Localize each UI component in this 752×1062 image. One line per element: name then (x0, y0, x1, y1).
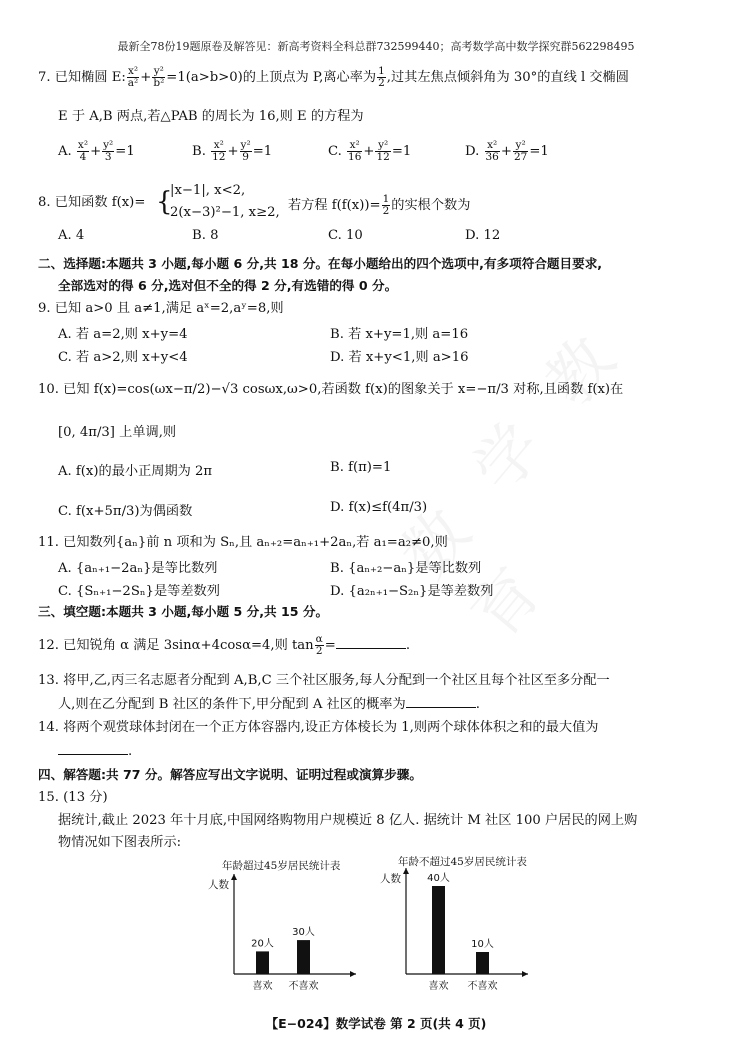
q10-option-a: A. f(x)的最小正周期为 2π (58, 464, 213, 479)
page-footer: 【E−024】数学试卷 第 2 页(共 4 页) (265, 1016, 487, 1031)
chart-1-title: 年龄超过45岁居民统计表 (222, 860, 341, 872)
question-9-stem: 9. 已知 a>0 且 a≠1,满足 aˣ=2,aʸ=8,则 (38, 301, 284, 316)
section-3-heading: 三、填空题:本题共 3 小题,每小题 5 分,共 15 分。 (38, 604, 329, 619)
question-15-line-1: 据统计,截止 2023 年十月底,中国网络购物用户规模近 8 亿人. 据统计 M 社区 100 户居民的网上购 (58, 813, 638, 828)
question-7-line-2: E 于 A,B 两点,若△PAB 的周长为 16,则 E 的方程为 (58, 109, 364, 124)
chart-2-title: 年龄不超过45岁居民统计表 (398, 856, 527, 868)
section-2-heading-cont: 全部选对的得 6 分,选对但不全的得 2 分,有选错的得 0 分。 (58, 278, 398, 293)
q10-option-c: C. f(x+5π/3)为偶函数 (58, 504, 193, 519)
q10-option-d: D. f(x)≤f(4π/3) (330, 500, 428, 515)
q7-option-d: D. $\frac{\text{x²}}{36}$ + $\frac{\text{y²}}{27}$ =1 (465, 139, 549, 163)
y-axis-arrow (231, 874, 237, 880)
q8-option-b: B. 8 (192, 228, 219, 243)
y-axis-arrow (403, 868, 409, 874)
question-14-line-2: . (58, 742, 718, 761)
question-10-stem: 10. 已知 f(x)=cos(ωx−π/2)−√3 cosωx,ω>0,若函数 f(x)的图象关于 x=−π/3 对称,且函数 f(x)在 (38, 382, 624, 397)
chart-over-45 (196, 870, 366, 996)
q7-option-b: B. $\frac{\text{x²}}{12}$ + $\frac{\text{y²}}{9}$ =1 (192, 139, 273, 163)
bar-不喜欢 (476, 952, 489, 974)
fraction: $\frac{\alpha}{2}$ (315, 633, 323, 657)
q7-option-c: C. $\frac{\text{x²}}{16}$ + $\frac{\text{y²}}{12}$ =1 (328, 139, 412, 163)
question-12: 12. 已知锐角 α 满足 3sinα+4cosα=4,则 tan $\frac{\alpha}{2}$ = . (38, 633, 411, 657)
q8-option-d: D. 12 (465, 228, 501, 243)
category-label: 喜欢 (252, 981, 273, 992)
category-label: 不喜欢 (288, 981, 319, 992)
q8-option-a: A. 4 (58, 228, 85, 243)
question-10-line-2: [0, 4π/3] 上单调,则 (58, 425, 177, 440)
q9-option-b: B. 若 x+y=1,则 a=16 (330, 327, 469, 342)
x-axis-arrow (522, 971, 528, 977)
bar-喜欢 (432, 886, 445, 974)
question-13-line-1: 13. 将甲,乙,丙三名志愿者分配到 A,B,C 三个社区服务,每人分配到一个社区且每个社区至多分配一 (38, 673, 610, 688)
q9-option-d: D. 若 x+y<1,则 a>16 (330, 350, 469, 365)
question-15-head: 15. (13 分) (38, 790, 108, 805)
q11-option-d: D. {a₂ₙ₊₁−S₂ₙ}是等差数列 (330, 584, 494, 599)
question-7-line-1: 7. 已知椭圆 E: $\frac{\text{x²}}{\text{a²}}$ + $\frac{\text{y²}}{\text{b²}}$ =1(a>b>0)的上顶点为 P,离心率为 $\frac{1}{2}$ ,过其左焦点倾斜角为 30°的直线 l 交椭圆 (38, 65, 629, 89)
q8-option-c: C. 10 (328, 228, 363, 243)
fraction: $\frac{\text{y²}}{\text{b²}}$ (153, 65, 165, 89)
answer-blank[interactable] (406, 695, 476, 708)
section-4-heading: 四、解答题:共 77 分。解答应写出文字说明、证明过程或演算步骤。 (38, 767, 422, 782)
q9-option-a: A. 若 a=2,则 x+y=4 (58, 327, 188, 342)
bar-喜欢 (256, 951, 269, 974)
q9-option-c: C. 若 a>2,则 x+y<4 (58, 350, 188, 365)
chart-under-45 (378, 866, 548, 996)
category-label: 不喜欢 (467, 981, 498, 992)
question-13-line-2: 人,则在乙分配到 B 社区的条件下,甲分配到 A 社区的概率为 . (58, 697, 480, 712)
section-2-heading: 二、选择题:本题共 3 小题,每小题 6 分,共 18 分。在每小题给出的四个选项中,有多项符合题目要求, (38, 256, 603, 271)
q10-option-b: B. f(π)=1 (330, 460, 392, 475)
question-11-stem: 11. 已知数列{aₙ}前 n 项和为 Sₙ,且 aₙ₊₂=aₙ₊₁+2aₙ,若 a₁=a₂≠0,则 (38, 535, 448, 550)
page-header: 最新全78份19题原卷及解答见：新高考资料全科总群732599440；高考数学高中数学探究群562298495 (117, 40, 635, 53)
x-axis-arrow (350, 971, 356, 977)
question-15-line-2: 物情况如下图表所示: (58, 835, 182, 850)
fraction: $\frac{1}{2}$ (378, 65, 385, 89)
question-8-stem: 8. 已知函数 f(x)= { |x−1|, x<2, 2(x−3)²−1, x≥2, 若方程 f(f(x))= $\frac{1}{2}$ 的实根个数为 (38, 183, 471, 220)
data-label: 10人 (471, 939, 494, 950)
q11-option-a: A. {aₙ₊₁−2aₙ}是等比数列 (58, 561, 218, 576)
category-label: 喜欢 (428, 981, 449, 992)
answer-blank[interactable] (58, 742, 128, 755)
fraction: $\frac{\text{x²}}{\text{a²}}$ (127, 65, 139, 89)
q11-option-b: B. {aₙ₊₂−aₙ}是等比数列 (330, 561, 482, 576)
data-label: 40人 (427, 873, 450, 884)
data-label: 30人 (292, 927, 315, 939)
bar-不喜欢 (297, 940, 310, 974)
y-axis-label: 人数 (208, 879, 229, 891)
q11-option-c: C. {Sₙ₊₁−2Sₙ}是等差数列 (58, 584, 220, 599)
y-axis-label: 人数 (380, 873, 401, 885)
question-14-line-1: 14. 将两个观赏球体封闭在一个正方体容器内,设正方体棱长为 1,则两个球体体积之和的最大值为 (38, 720, 599, 735)
q7-option-a: A. $\frac{\text{x²}}{4}$ + $\frac{\text{y²}}{3}$ =1 (58, 139, 135, 163)
data-label: 20人 (251, 938, 274, 950)
answer-blank[interactable] (336, 636, 406, 649)
